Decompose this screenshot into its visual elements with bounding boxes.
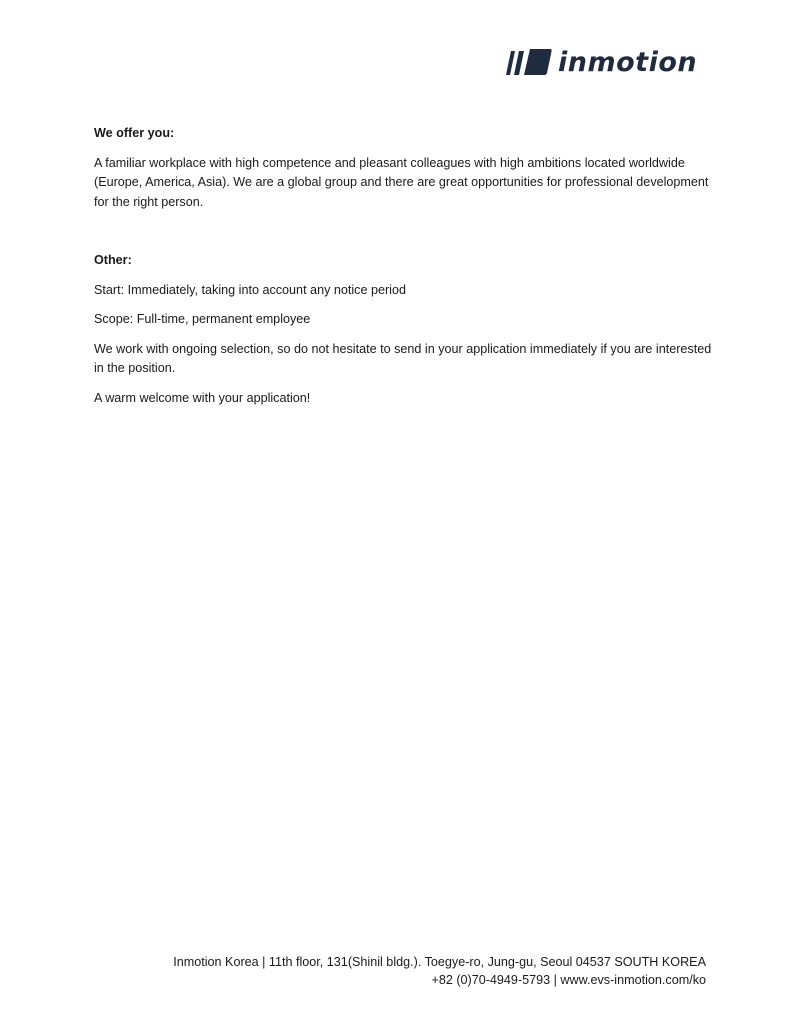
logo-wordmark: inmotion [558, 46, 698, 78]
footer-contact: +82 (0)70-4949-5793 | www.evs-inmotion.com/ko [431, 973, 706, 987]
offer-heading: We offer you: [94, 126, 175, 140]
company-logo [506, 46, 697, 78]
welcome-paragraph: A warm welcome with your application! [94, 390, 311, 405]
footer-address: Inmotion Korea | 11th floor, 131(Shinil bldg.). Toegye-ro, Jung-gu, Seoul 04537 SOUTH KOREA [173, 955, 706, 969]
scope-paragraph: Scope: Full-time, permanent employee [94, 312, 311, 326]
offer-paragraph: A familiar workplace with high competence and pleasant colleagues with high ambitions located worldwide (Europe, America, Asia). We are a global group and there are great opportunities for professional development for the right person. [94, 155, 709, 209]
page-footer [173, 953, 706, 989]
selection-paragraph: We work with ongoing selection, so do not hesitate to send in your application immediately if you are interested in the position. [94, 341, 712, 375]
document-body [94, 124, 714, 408]
other-heading: Other: [94, 253, 132, 267]
start-paragraph: Start: Immediately, taking into account any notice period [94, 282, 406, 297]
inmotion-logo-mark-icon [506, 47, 552, 77]
